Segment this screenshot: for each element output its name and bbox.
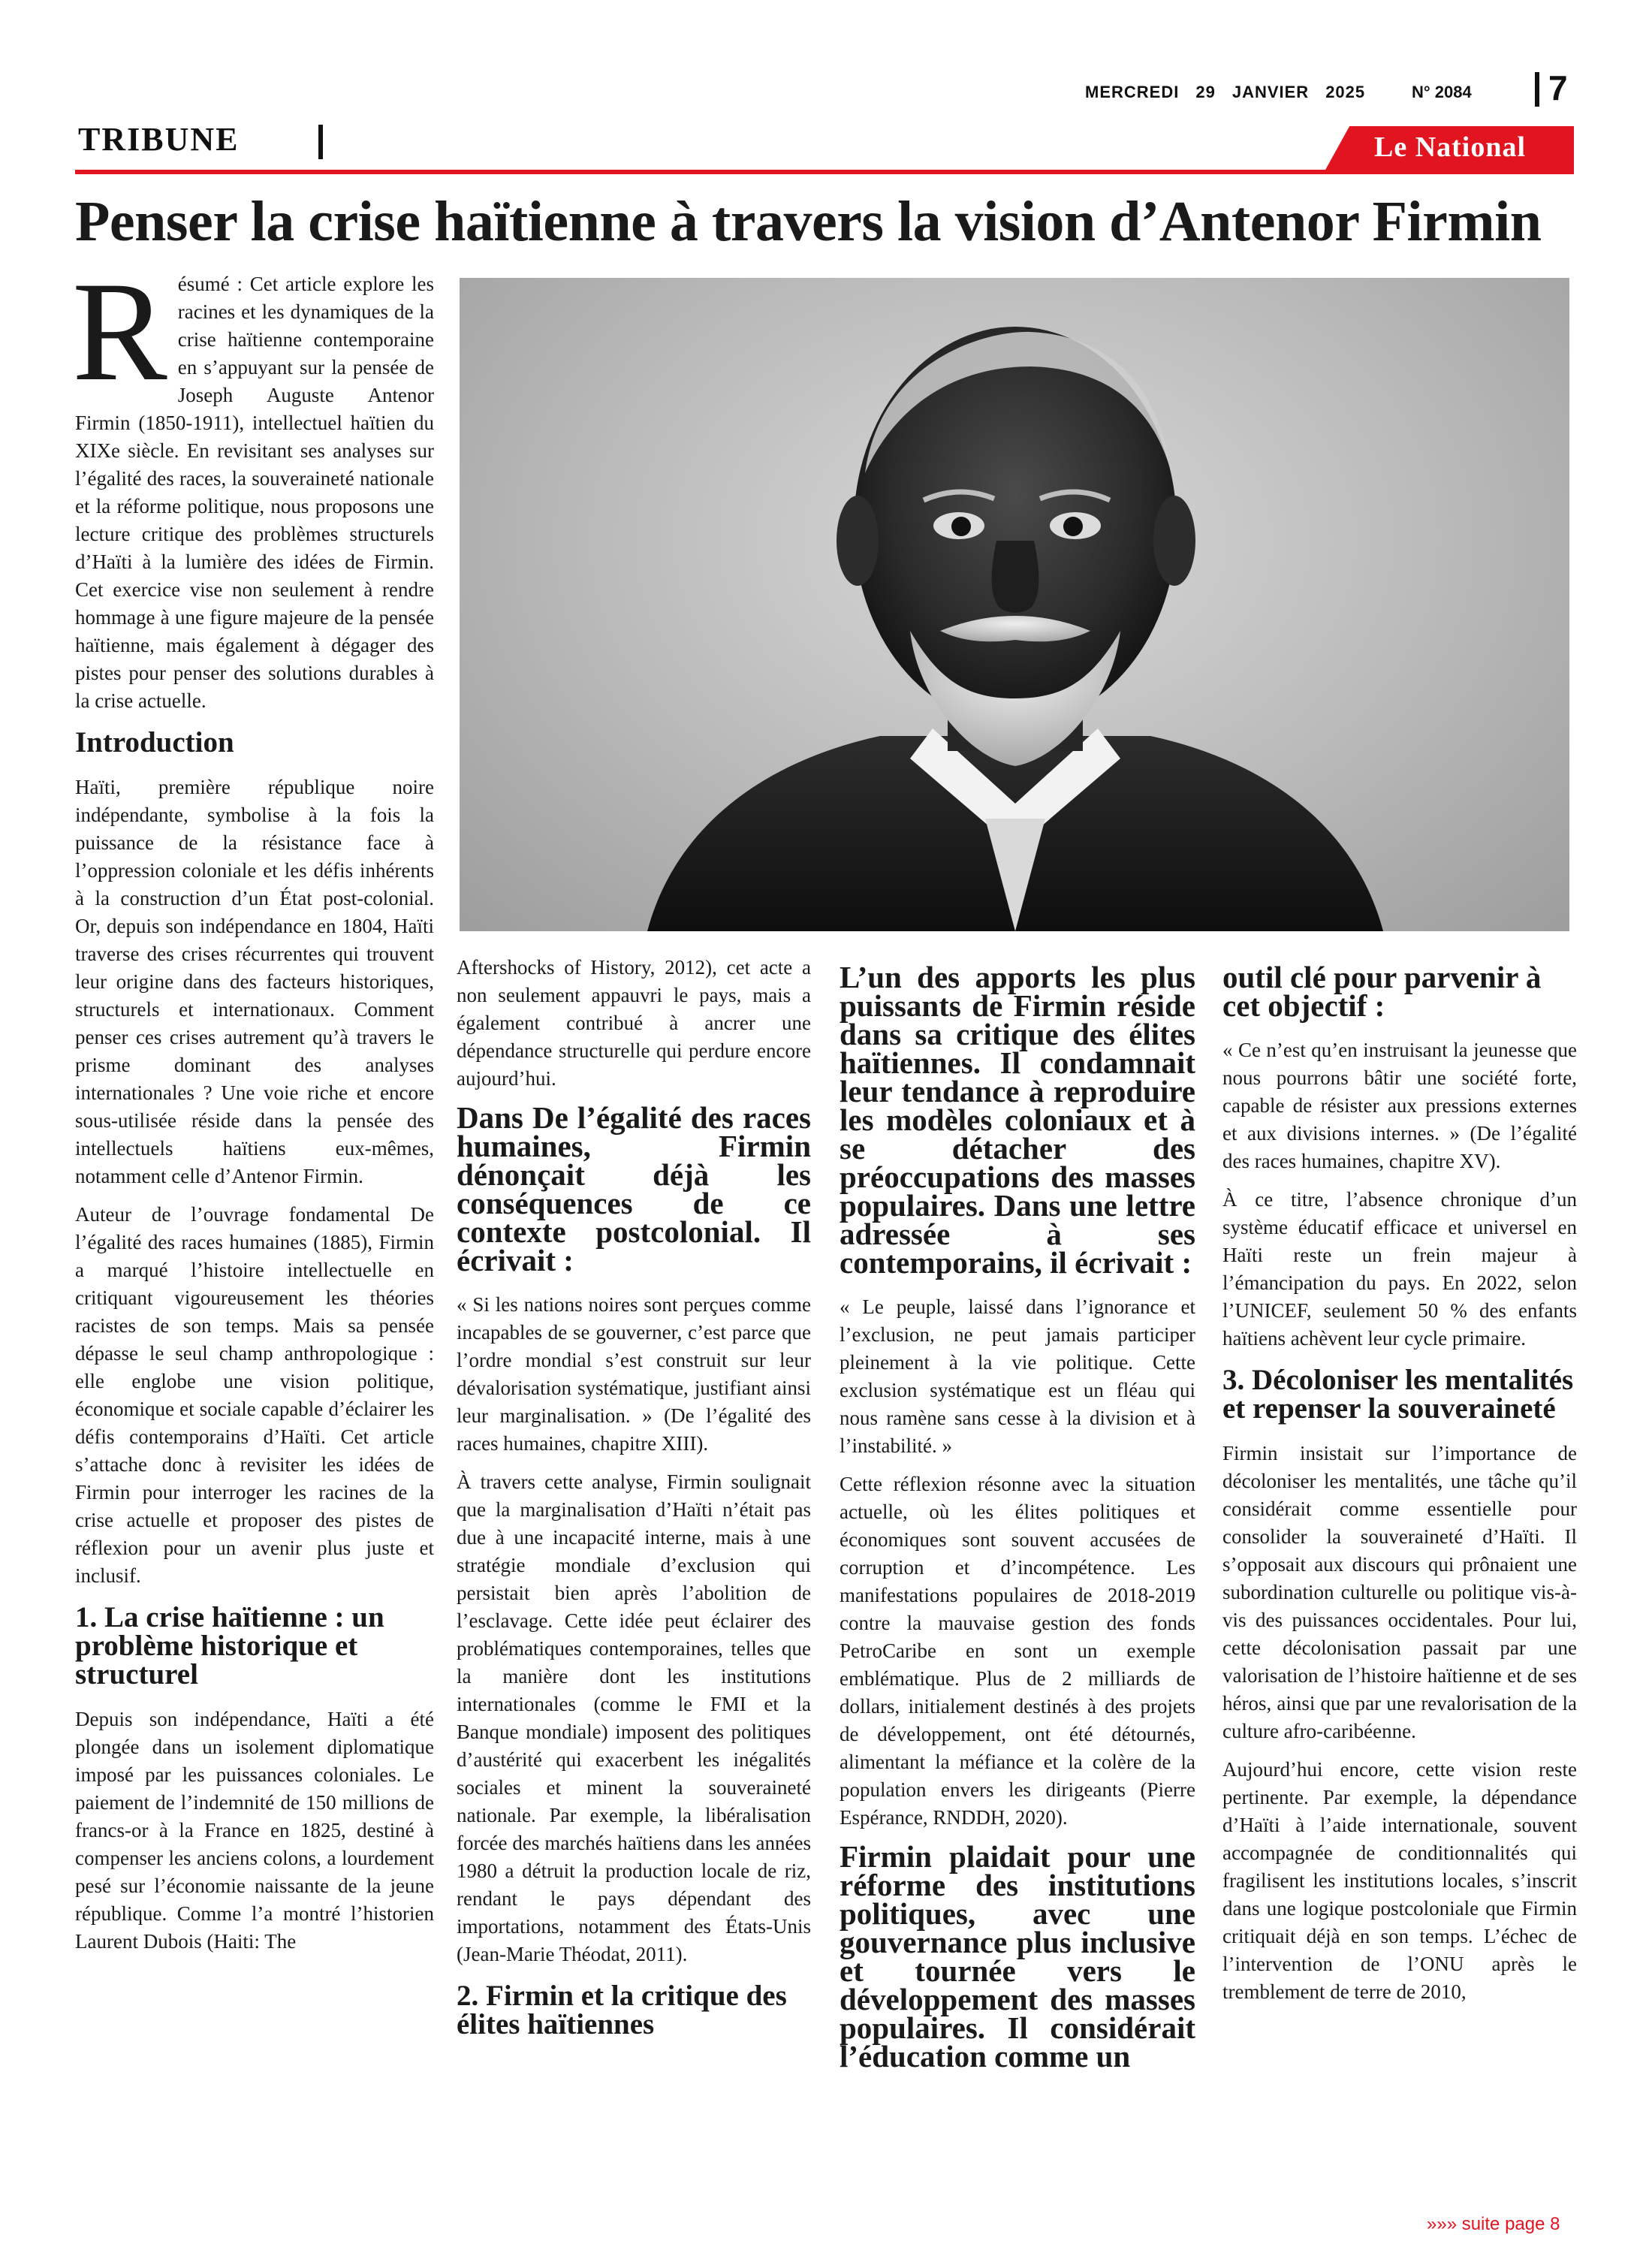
- pull-quote-continuation: outil clé pour parvenir à cet objectif :: [1222, 960, 1542, 1023]
- date-day: MERCREDI: [1085, 83, 1180, 101]
- paragraph: Haïti, première république noire indépendante, symbolise à la fois la puissance de la résistance face à l’oppression coloniale et les défis inhérents à la construction d’un État post-colonial. Or, depuis son indépendance en 1804, Haïti traverse des crises récurrentes qui trouvent leur origine dans des facteurs historiques, structurels et internationaux. Comment penser ces crises autrement qu’à travers le prisme dominant des analyses internationales ? Une voie riche et encore sous-utilisée réside dans la pensée des intellectuels haïtiens eux-mêmes, notamment celle d’Antenor Firmin.: [75, 776, 434, 1187]
- section-divider: [318, 125, 323, 159]
- date-month: JANVIER: [1231, 83, 1310, 101]
- paragraph: Depuis son indépendance, Haïti a été plongée dans un isolement diplomatique imposé par les puissances coloniales. Le paiement de l’indemnité de 150 millions de francs-or à la France en 1825, destiné à compenser les anciens colons, a lourdement pesé sur l’économie naissante de la jeune république. Comme l’a montré l’historien Laurent Dubois (Haiti: The: [75, 1708, 434, 1953]
- header-rule: [75, 170, 1574, 174]
- brand-name: Le National: [1374, 131, 1527, 163]
- continued-link[interactable]: »»» suite page 8: [1427, 2214, 1560, 2234]
- section-2-heading: 2. Firmin et la critique des élites haïtiennes: [457, 1980, 787, 2040]
- quotation: « Le peuple, laissé dans l’ignorance et l’exclusion, ne peut jamais participer pleinement à la vie politique. Cette exclusion systématique est un fléau qui nous ramène sans cesse à la division et à l’instabilité. »: [840, 1295, 1195, 1457]
- pull-quote-intro: Firmin plaidait pour une réforme des institutions politiques, avec une gouvernance plus inclusive et tournée vers le développement des masses populaires. Il considérait l’éducation comme un: [840, 1839, 1195, 2074]
- column-3: [840, 960, 1195, 2087]
- column-2: [457, 954, 811, 2055]
- column-4: [1222, 960, 1577, 2016]
- portrait-photo: [460, 278, 1569, 931]
- abstract-paragraph: [72, 253, 434, 715]
- issue-number: N° 2084: [1412, 83, 1472, 101]
- date-number: 29: [1195, 83, 1216, 101]
- page-number-divider: [1535, 72, 1539, 107]
- paragraph: Aftershocks of History, 2012), cet acte a non seulement appauvri le pays, mais a également contribué à ancrer une dépendance structurelle qui perdure encore aujourd’hui.: [457, 956, 811, 1090]
- drop-cap: R: [72, 253, 167, 411]
- section-3-heading: 3. Décoloniser les mentalités et repenser la souveraineté: [1222, 1364, 1574, 1425]
- quotation: « Si les nations noires sont perçues comme incapables de se gouverner, c’est parce que l’ordre mondial s’est construit sur leur dévalorisation systématique, justifiant ainsi leur marginalisation. » (De l’égalité des races humaines, chapitre XIII).: [457, 1293, 811, 1455]
- portrait-illustration: [460, 278, 1569, 931]
- date-year: 2025: [1325, 83, 1366, 101]
- paragraph: Cette réflexion résonne avec la situation actuelle, où les élites politiques et économiques sont souvent accusées de corruption et d’incompétence. Les manifestations populaires de 2018-2019 contre la mauvaise gestion des fonds PetroCaribe en sont un exemple emblématique. Plus de 2 milliards de dollars, initialement destinés à des projets de développement, ont été détournés, alimentant la méfiance et la colère de la population envers les dirigeants (Pierre Espérance, RNDDH, 2020).: [840, 1473, 1195, 1829]
- paragraph: Firmin insistait sur l’importance de décoloniser les mentalités, une tâche qu’il considérait comme essentielle pour consolider la souveraineté d’Haïti. Il s’opposait aux discours qui prônaient une subordination culturelle ou politique vis-à-vis des puissances occidentales. Pour lui, cette décolonisation passait par une valorisation de l’histoire haïtienne et de ses héros, ainsi que par une revalorisation de la culture afro-caribéenne.: [1222, 1442, 1577, 1742]
- paragraph: Aujourd’hui encore, cette vision reste pertinente. Par exemple, la dépendance d’Haïti à l’aide internationale, souvent accompagnée de conditionnalités qui fragilisent les institutions locales, s’inscrit dans une logique postcoloniale que Firmin critiquait déjà en son temps. L’échec de l’intervention de l’ONU après le tremblement de terre de 2010,: [1222, 1758, 1577, 2003]
- introduction-heading: Introduction: [75, 726, 234, 759]
- article-headline: Penser la crise haïtienne à travers la vision d’Antenor Firmin: [75, 190, 1542, 253]
- paragraph: À travers cette analyse, Firmin soulignait que la marginalisation d’Haïti n’était pas due à une incapacité interne, mais à une stratégie mondiale d’exclusion qui persistait bien après l’abolition de l’esclavage. Cette idée peut éclairer des problématiques contemporaines, telles que la manière dont les institutions internationales (comme le FMI et la Banque mondiale) imposent des politiques d’austérité qui exacerbent les inégalités sociales et minent la souveraineté nationale. Par exemple, la libéralisation forcée des marchés haïtiens dans les années 1980 a détruit la production locale de riz, rendant le pays dépendant des importations, notamment des États-Unis (Jean-Marie Théodat, 2011).: [457, 1470, 811, 1965]
- pull-quote-intro: Dans De l’égalité des races humaines, Firmin dénonçait déjà les conséquences de ce contexte postcolonial. Il écrivait :: [457, 1100, 811, 1277]
- abstract-text: ésumé : Cet article explore les racines et les dynamiques de la crise haïtienne contemporaine en s’appuyant sur la pensée de Joseph Auguste Antenor Firmin (1850-1911), intellectuel haïtien du XIXe siècle. En revisitant ses analyses sur l’égalité des races, la souveraineté nationale et la réforme politique, nous proposons une lecture critique des problèmes structurels d’Haïti à la lumière des idées de Firmin. Cet exercice vise non seulement à rendre hommage à une figure majeure de la pensée haïtienne, mais également à dégager des pistes pour penser des solutions durables à la crise actuelle.: [75, 273, 434, 712]
- page-number: 7: [1548, 68, 1568, 107]
- section-1-heading: 1. La crise haïtienne : un problème historique et structurel: [75, 1601, 384, 1691]
- issue-date: [1085, 83, 1382, 102]
- paragraph: À ce titre, l’absence chronique d’un système éducatif efficace et universel en Haïti reste un frein majeur à l’émancipation du pays. En 2022, selon l’UNICEF, seulement 50 % des enfants haïtiens achèvent leur cycle primaire.: [1222, 1188, 1577, 1350]
- pull-quote-intro: L’un des apports les plus puissants de Firmin réside dans sa critique des élites haïtiennes. Il condamnait leur tendance à reproduire les modèles coloniaux et à se détacher des préoccupations des masses populaires. Dans une lettre adressée à ses contemporains, il écrivait :: [840, 960, 1195, 1280]
- paragraph: Auteur de l’ouvrage fondamental De l’égalité des races humaines (1885), Firmin a marqué l’histoire intellectuelle en critiquant vigoureusement les théories racistes de son temps. Mais sa pensée dépasse le seul champ anthropologique : elle englobe une vision politique, économique et sociale capable d’éclairer les défis contemporains d’Haïti. Cet article s’attache donc à revisiter les idées de Firmin pour interroger les racines de la crise actuelle et proposer des pistes de réflexion pour un avenir plus juste et inclusif.: [75, 1203, 434, 1587]
- column-1: [72, 253, 434, 1966]
- quotation: « Ce n’est qu’en instruisant la jeunesse que nous pourrons bâtir une société forte, capable de résister aux pressions externes et aux divisions internes. » (De l’égalité des races humaines, chapitre XV).: [1222, 1039, 1577, 1172]
- section-label: TRIBUNE: [78, 121, 240, 158]
